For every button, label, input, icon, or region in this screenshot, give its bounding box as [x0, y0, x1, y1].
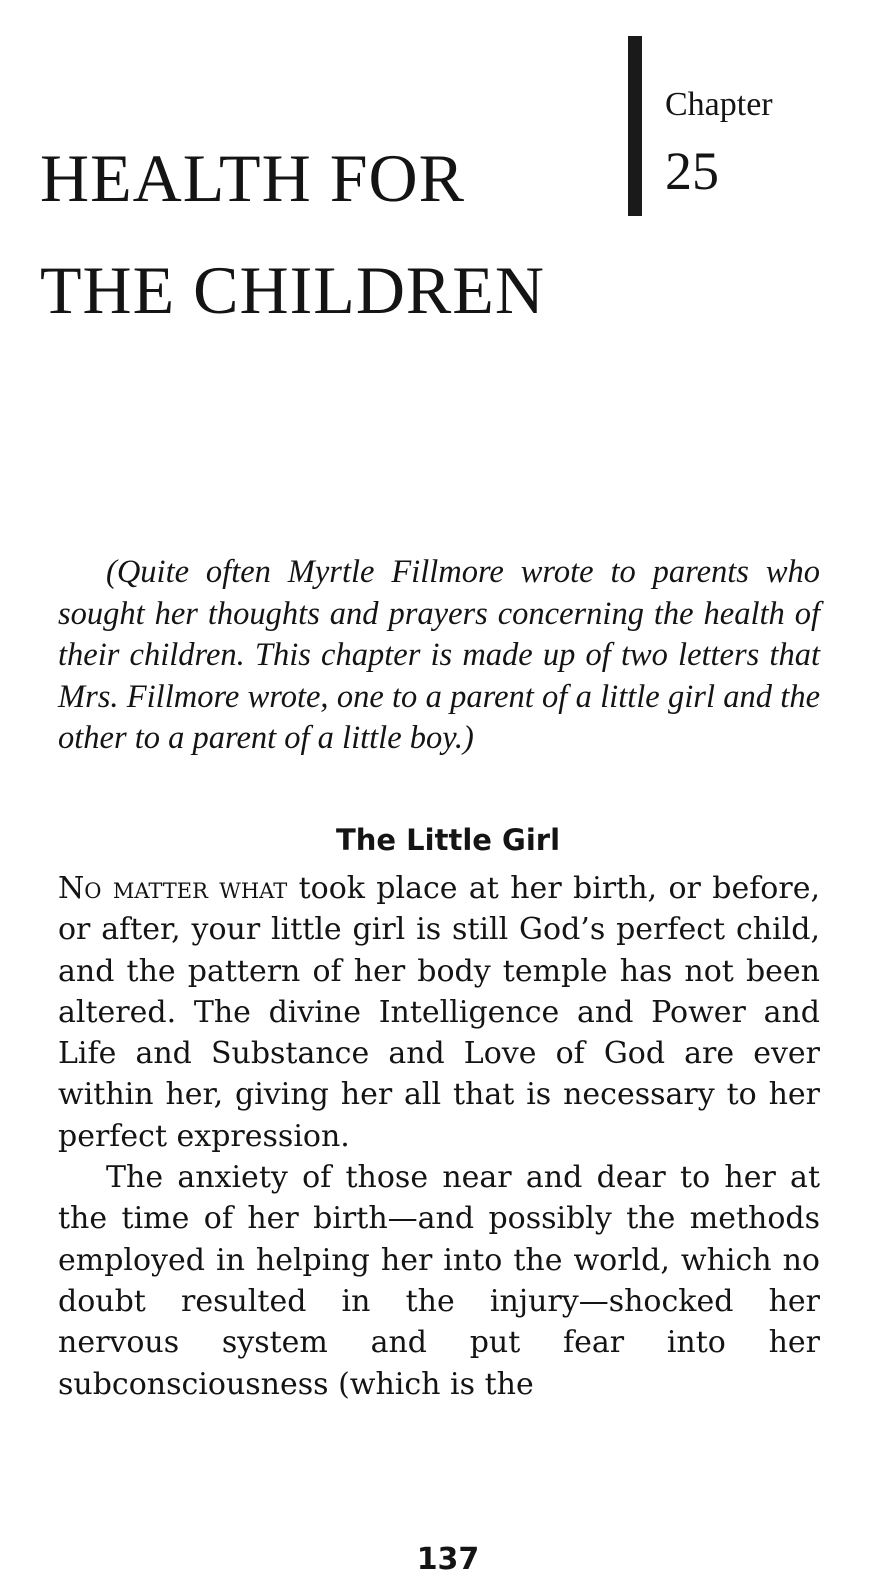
paragraph-lead-in: No matter what — [58, 871, 288, 906]
section-heading: The Little Girl — [335, 823, 561, 857]
paragraph-1-text: took place at her birth, or before, or after, your little girl is still God’s perfect child, and the pattern of her body temple has not been altered. The divine Intelligence and Power and Life and Substance and Love of God are ever within her, giving her all that is necessary to her perfect expression. — [58, 871, 820, 1154]
chapter-title-line-1: HEALTH FOR — [40, 140, 465, 216]
chapter-divider-rule — [628, 36, 642, 216]
body-text — [58, 868, 820, 1405]
intro-paragraph: (Quite often Myrtle Fillmore wrote to parents who sought her thoughts and prayers concerning the health of their children. This chapter is made up of two letters that Mrs. Fillmore wrote, one to a parent of a little girl and the other to a parent of a little boy.) — [58, 554, 820, 756]
body-paragraph-2: The anxiety of those near and dear to her at the time of her birth—and possibly the methods employed in helping her into the world, which no doubt resulted in the injury—shocked her nervous system and put fear into her subconsciousness (which is the — [58, 1160, 820, 1402]
chapter-title — [40, 122, 600, 346]
chapter-title-line-2: THE CHILDREN — [40, 252, 545, 328]
chapter-label: Chapter — [665, 86, 773, 123]
page-number: 137 — [416, 1542, 480, 1577]
chapter-number: 25 — [665, 141, 719, 201]
body-paragraph-1 — [58, 868, 820, 1157]
